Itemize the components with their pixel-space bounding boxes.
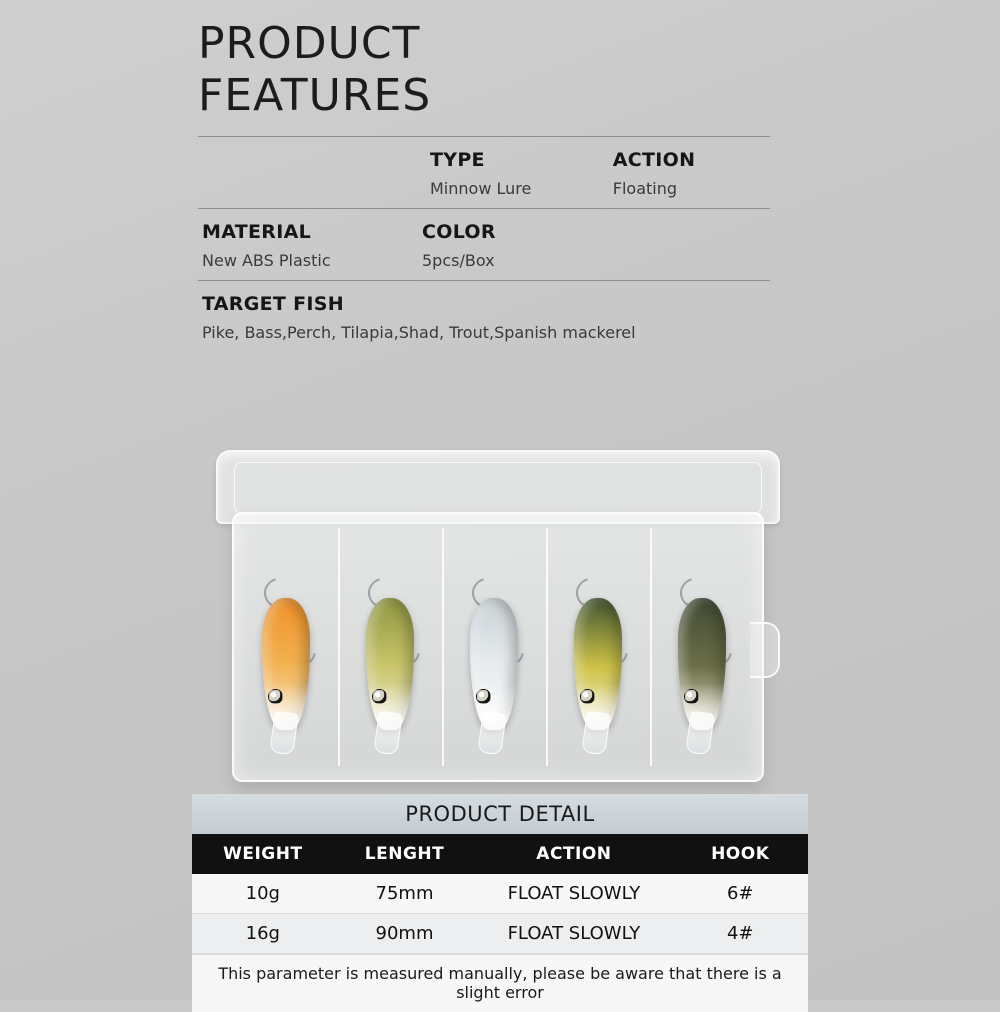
lure-body — [470, 598, 518, 730]
column-header-action: ACTION — [475, 834, 672, 874]
product-photo — [196, 440, 796, 800]
tackle-box-divider-3 — [546, 528, 548, 766]
tackle-box-divider-2 — [442, 528, 444, 766]
spec-target-fish — [202, 293, 762, 342]
lure-lip — [477, 711, 507, 756]
spec-material-value: New ABS Plastic — [202, 251, 331, 270]
cell-hook: 6# — [672, 874, 808, 914]
table-row — [192, 914, 808, 954]
tackle-box-lid-inner-edge — [234, 462, 762, 514]
spec-target-fish-value: Pike, Bass,Perch, Tilapia,Shad, Trout,Spanish mackerel — [202, 323, 636, 342]
spec-row-material-color — [198, 209, 770, 280]
tackle-box-divider-4 — [650, 528, 652, 766]
spec-color-value: 5pcs/Box — [422, 251, 495, 270]
lure-eye-icon — [580, 689, 595, 704]
cell-weight: 10g — [192, 874, 334, 914]
lure-body — [574, 598, 622, 730]
table-header-row — [192, 834, 808, 874]
tackle-box-base — [232, 512, 764, 782]
lure-green-tiger-minnow — [568, 580, 630, 730]
product-detail-title: PRODUCT DETAIL — [192, 794, 808, 834]
spec-row-target-fish — [198, 281, 770, 352]
lure-lip — [581, 711, 611, 756]
lure-eye-icon — [372, 689, 387, 704]
spec-list — [198, 136, 770, 352]
lure-lip — [373, 711, 403, 756]
page-title-line-2: FEATURES — [198, 69, 432, 121]
spec-type-label: TYPE — [430, 149, 485, 171]
spec-type-value: Minnow Lure — [430, 179, 532, 198]
cell-length: 75mm — [334, 874, 476, 914]
spec-action — [613, 149, 770, 198]
lure-olive-perch-minnow — [360, 580, 422, 730]
spec-target-fish-label: TARGET FISH — [202, 293, 344, 315]
lure-body — [262, 598, 310, 730]
lure-orange-gold-minnow — [256, 580, 318, 730]
spec-material — [202, 221, 422, 270]
lure-body — [366, 598, 414, 730]
lure-dark-trout-minnow — [672, 580, 734, 730]
tackle-box-latch — [750, 622, 780, 678]
spec-type — [430, 149, 613, 198]
product-detail-table — [192, 834, 808, 954]
spec-material-label: MATERIAL — [202, 221, 311, 243]
page-title-line-1: PRODUCT — [198, 18, 421, 69]
spec-row-type-action — [198, 137, 770, 208]
lure-silver-shad-minnow — [464, 580, 526, 730]
cell-action: FLOAT SLOWLY — [475, 874, 672, 914]
lure-eye-icon — [684, 689, 699, 704]
product-detail-section — [192, 794, 808, 1012]
spec-action-label: ACTION — [612, 149, 696, 171]
column-header-length: LENGHT — [334, 834, 476, 874]
column-header-weight: WEIGHT — [192, 834, 334, 874]
cell-hook: 4# — [672, 914, 808, 954]
spec-action-value: Floating — [612, 179, 678, 198]
cell-length: 90mm — [334, 914, 476, 954]
cell-action: FLOAT SLOWLY — [475, 914, 672, 954]
table-row — [192, 874, 808, 914]
lure-body — [678, 598, 726, 730]
spec-color-label: COLOR — [422, 221, 496, 243]
page-title — [198, 18, 798, 122]
cell-weight: 16g — [192, 914, 334, 954]
lure-eye-icon — [476, 689, 491, 704]
lure-lip — [685, 711, 715, 756]
tackle-box-divider-1 — [338, 528, 340, 766]
measurement-disclaimer: This parameter is measured manually, please be aware that there is a slight error — [192, 954, 808, 1012]
column-header-hook: HOOK — [672, 834, 808, 874]
lure-eye-icon — [268, 689, 283, 704]
lure-lip — [269, 711, 299, 756]
spec-color — [422, 221, 622, 270]
